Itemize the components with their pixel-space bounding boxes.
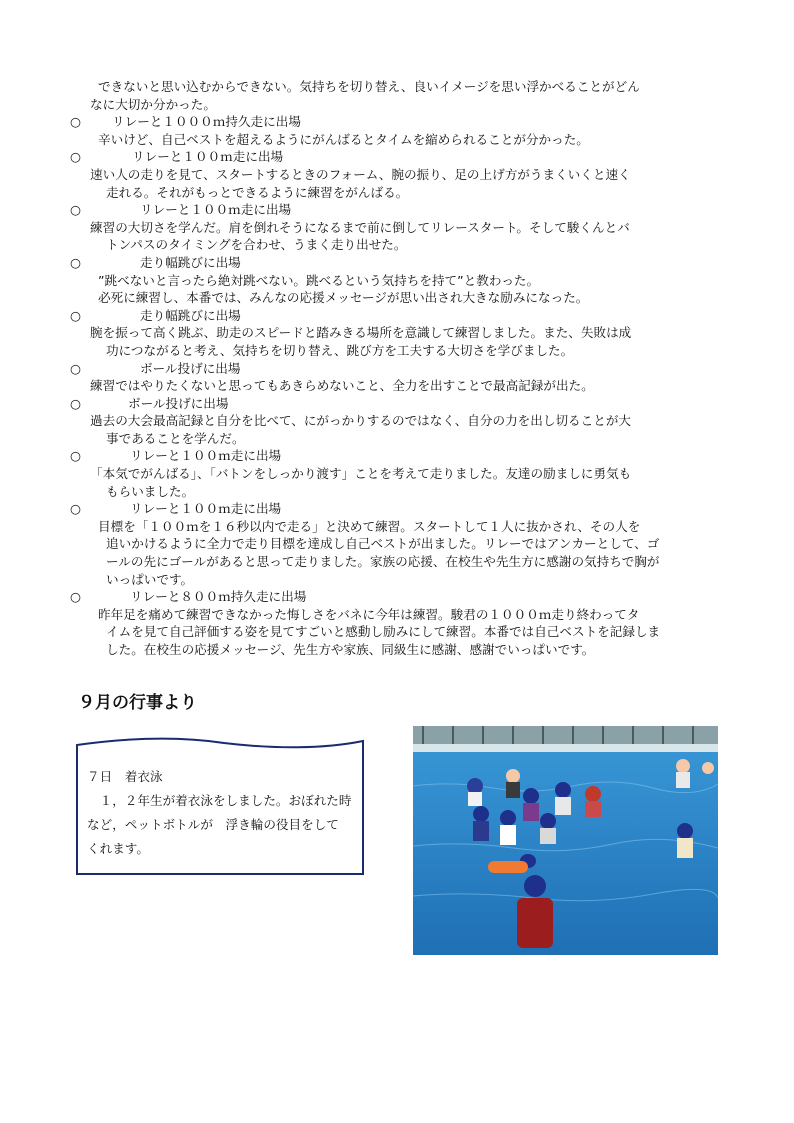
entry-header (70, 395, 722, 413)
report-line: 速い人の走りを見て、スタートするときのフォーム、腕の振り、足の上げ方がうまくいくと速く (90, 166, 631, 182)
entry-header (70, 113, 722, 131)
report-line: 事であることを学んだ。 (106, 430, 245, 446)
event-text (87, 765, 367, 861)
bullet-circle-icon: ○ (70, 254, 81, 270)
report-line: トンパスのタイミングを合わせ、うまく走り出せた。 (106, 237, 407, 253)
reports-list (70, 78, 722, 659)
entry-title: ボール投げに出場 (140, 360, 241, 376)
report-line: 追いかけるように全力で走り目標を達成し自己ベストが出ました。リレーではアンカーとして、ゴ (106, 536, 660, 552)
report-line: 練習ではやりたくないと思ってもあきらめないこと、全力を出すことで最高記録が出た。 (90, 378, 594, 394)
bullet-circle-icon: ○ (70, 589, 81, 605)
report-line: ールの先にゴールがあると思って走りました。家族の応援、在校生や先生方に感謝の気持ちで胸が (106, 554, 660, 570)
bullet-circle-icon: ○ (70, 307, 81, 323)
bullet-circle-icon: ○ (70, 501, 81, 517)
bullet-circle-icon: ○ (70, 149, 81, 165)
report-line: 昨年足を痛めて練習できなかった悔しさをバネに今年は練習。駿君の１０００ｍ走り終わってタ (98, 606, 640, 622)
entry-title: リレーと１００ｍ走に出場 (130, 501, 282, 517)
report-line: 辛いけど、自己ベストを超えるようにがんばるとタイムを縮められることが分かった。 (98, 131, 589, 147)
entry-title: リレーと１００ｍ走に出場 (140, 202, 292, 218)
entry-header (70, 447, 722, 465)
section-heading: ９月の行事より (78, 693, 197, 713)
entry-title: リレーと１０００ｍ持久走に出場 (112, 114, 301, 130)
report-line: ”跳べないと言ったら絶対跳べない。跳べるという気持ちを持て”と教わった。 (98, 272, 540, 288)
event-callout-box (74, 735, 366, 877)
entry-header (70, 360, 722, 378)
report-line: 功につながると考え、気持ちを切り替え、跳び方を工夫する大切さを学びました。 (106, 342, 574, 358)
bullet-circle-icon: ○ (70, 202, 81, 218)
report-line: 腕を振って高く跳ぶ、助走のスピードと踏みきる場所を意識して練習しました。また、失敗は成 (90, 325, 632, 341)
report-line: なに大切か分かった。 (90, 96, 216, 112)
entry-header (70, 588, 722, 606)
event-body-line: １，２年生が着衣泳をしました。おぼれた時 (87, 793, 352, 808)
report-line: 必死に練習し、本番では、みんなの応援メッセージが思い出され大きな励みになった。 (98, 290, 589, 306)
report-line: した。在校生の応援メッセージ、先生方や家族、同級生に感謝、感謝でいっぱいです。 (106, 642, 595, 657)
entry-header (70, 201, 722, 219)
report-line: イムを見て自己評価する姿を見てすごいと感動し励みにして練習。本番では自己ベストを記録しま (106, 624, 661, 640)
entry-header (70, 307, 722, 325)
entry-title: 走り幅跳びに出場 (140, 307, 241, 323)
report-line: もらいました。 (106, 483, 195, 499)
entry-title: リレーと８００ｍ持久走に出場 (130, 589, 307, 605)
report-line: 練習の大切さを学んだ。肩を倒れそうになるまで前に倒してリレースタート。そして駿くんとバ (90, 219, 630, 235)
entry-title: ボール投げに出場 (128, 395, 229, 411)
bullet-circle-icon: ○ (70, 360, 81, 376)
report-line: いっぱいです。 (106, 571, 194, 587)
bullet-circle-icon: ○ (70, 114, 81, 130)
event-body-line: くれます。 (87, 841, 149, 856)
event-body-line: など，ペットボトルが 浮き輪の役目をして (87, 817, 339, 832)
event-date-title: ７日 着衣泳 (87, 769, 163, 784)
bullet-circle-icon: ○ (70, 395, 81, 411)
report-line: 目標を「１００ｍを１６秒以内で走る」と決めて練習。スタートして１人に抜かされ、その人を (98, 518, 641, 534)
entry-title: リレーと１００ｍ走に出場 (132, 149, 284, 165)
entry-header (70, 254, 722, 272)
entry-title: 走り幅跳びに出場 (140, 254, 241, 270)
swimming-pool-photo (413, 726, 718, 955)
report-line: 過去の大会最高記録と自分を比べて、にがっかりするのではなく、自分の力を出し切ることが大 (90, 413, 632, 429)
bullet-circle-icon: ○ (70, 448, 81, 464)
entry-header (70, 500, 722, 518)
report-line: 「本気でがんばる」、「バトンをしっかり渡す」ことを考えて走りました。友達の励ましに勇気も (90, 466, 632, 482)
entry-header (70, 148, 722, 166)
report-line: 走れる。それがもっとできるように練習をがんばる。 (106, 184, 409, 200)
entry-title: リレーと１００ｍ走に出場 (130, 448, 282, 464)
report-line: できないと思い込むからできない。気持ちを切り替え、良いイメージを思い浮かべることがどん (98, 79, 640, 94)
